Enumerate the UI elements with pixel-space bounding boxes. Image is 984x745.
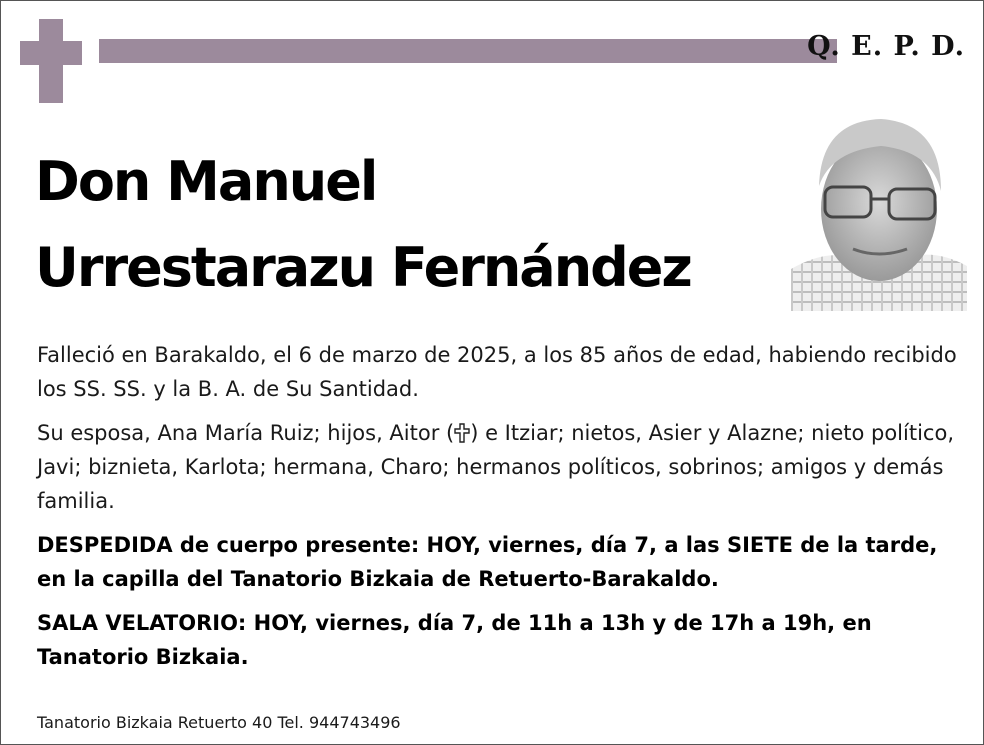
farewell-paragraph: DESPEDIDA de cuerpo presente: HOY, viernes, día 7, a las SIETE de la tarde, en la capilla del Tanatorio Bizkaia de Retuerto-Barakaldo. xyxy=(37,533,938,591)
cross-icon-horizontal xyxy=(20,41,82,65)
qepd-label: Q. E. P. D. xyxy=(807,31,965,62)
death-paragraph: Falleció en Barakaldo, el 6 de marzo de 2025, a los 85 años de edad, habiendo recibido los SS. SS. y la B. A. de Su Santidad. xyxy=(37,343,957,401)
name-line-2: Urrestarazu Fernández xyxy=(35,236,691,299)
family-paragraph xyxy=(37,416,957,518)
wake-paragraph: SALA VELATORIO: HOY, viernes, día 7, de 11h a 13h y de 17h a 19h, en Tanatorio Bizkaia. xyxy=(37,611,872,669)
small-cross-icon xyxy=(454,423,470,443)
family-text-part2: ) e Itziar; nietos, Asier y Alazne; nieto político, Javi; biznieta, Karlota; hermana, Charo; hermanos políticos, sobrinos; amigos y demás familia. xyxy=(37,421,954,513)
footer-contact: Tanatorio Bizkaia Retuerto 40 Tel. 944743496 xyxy=(37,713,401,732)
deceased-name xyxy=(35,139,691,311)
portrait-photo xyxy=(791,101,967,311)
family-text-part1: Su esposa, Ana María Ruiz; hijos, Aitor ( xyxy=(37,421,455,445)
header-bar xyxy=(99,39,837,63)
notice-body xyxy=(37,338,957,684)
name-line-1: Don Manuel xyxy=(35,150,377,213)
